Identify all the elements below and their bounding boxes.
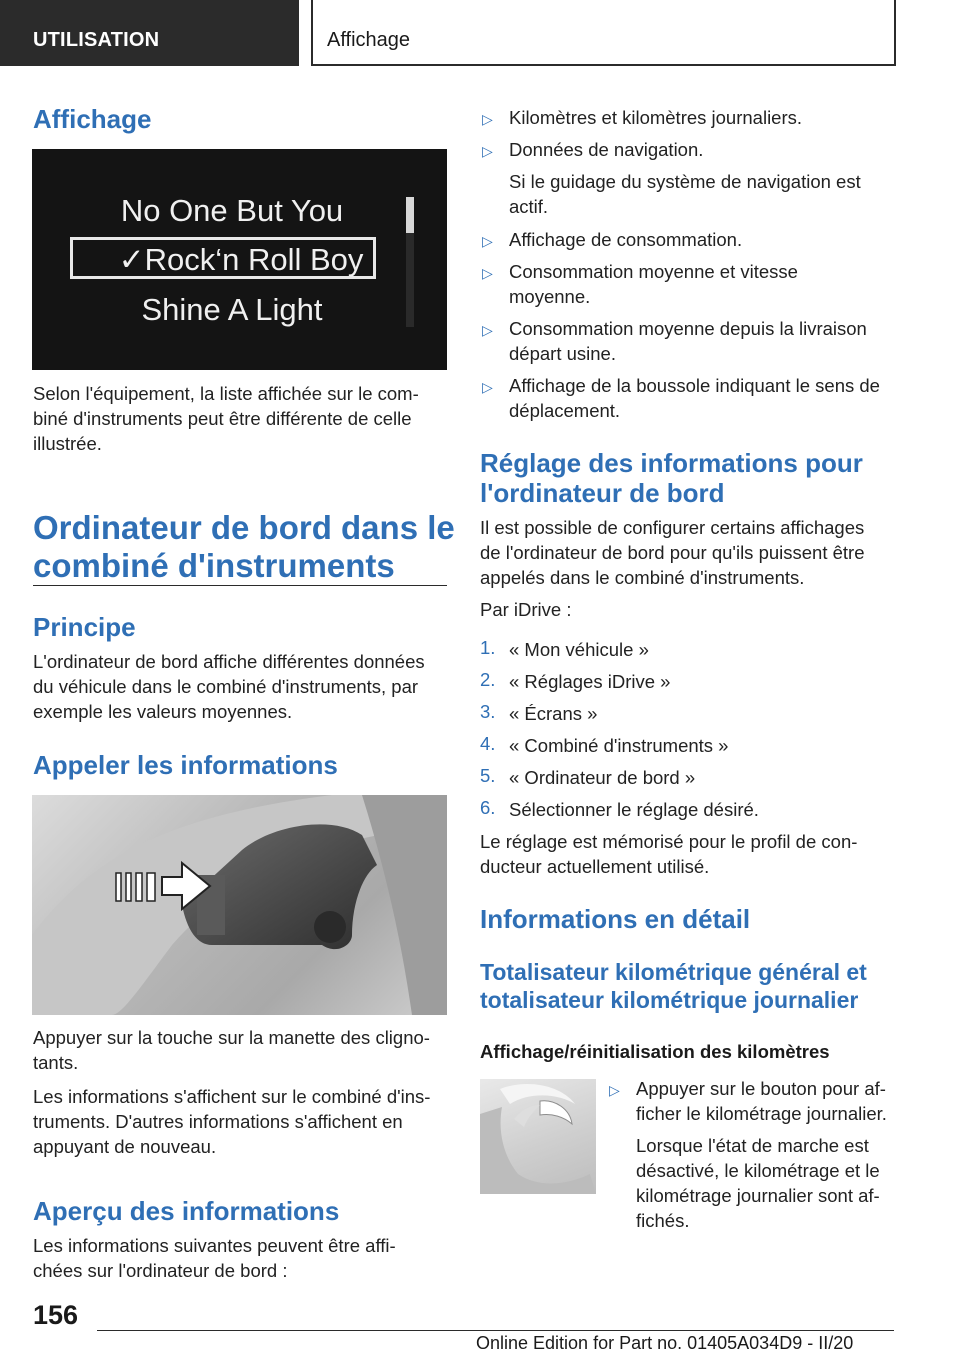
header-chapter-label: Affichage — [327, 29, 411, 51]
heading-ordinateur-de-bord: Ordinateur de bord dans le combiné d'instruments — [33, 509, 455, 584]
odometer-button-image — [480, 1079, 596, 1194]
heading-apercu: Aperçu des informations — [33, 1196, 340, 1226]
heading-rule — [33, 585, 447, 586]
bullet-item: Affichage de consommation. — [509, 229, 743, 250]
display-list-item: No One But You — [120, 193, 344, 228]
stalk-illustration — [32, 795, 447, 1015]
heading-reglage: Réglage des informations pour l'ordinateur de bord — [480, 448, 863, 508]
bullet-item: Kilomètres et kilomètres journaliers. — [509, 107, 803, 128]
heading-details: Informations en détail — [480, 904, 751, 934]
button-illustration — [480, 1079, 596, 1194]
step-text: Sélectionner le réglage désiré. — [509, 799, 759, 820]
para-reglage: Il est possible de configurer certains affichages de l'ordinateur de bord pour qu'ils puissent être appelés dans le combiné d'instruments. — [480, 517, 865, 588]
bullet-item: Données de navigation. — [509, 139, 704, 160]
bullet-item: Consommation moyenne et vitesse moyenne. — [509, 261, 798, 307]
triangle-bullet-icon: ▷ — [482, 143, 493, 159]
step-number: 3. — [480, 701, 496, 722]
heading-affichage-reinit: Affichage/réinitialisation des kilomètres — [480, 1041, 830, 1062]
step-number: 2. — [480, 669, 496, 690]
heading-affichage: Affichage — [33, 104, 152, 134]
triangle-bullet-icon: ▷ — [482, 111, 493, 127]
step-text: « Réglages iDrive » — [509, 671, 671, 692]
step-number: 5. — [480, 765, 496, 786]
footer-rule — [97, 1330, 894, 1331]
para-suivantes: Les informations suivantes peuvent être affi- chées sur l'ordinateur de bord : — [33, 1235, 396, 1281]
bullet-item: Appuyer sur le bouton pour af- ficher le kilométrage journalier. — [636, 1078, 887, 1124]
display-list-item-selected — [32, 235, 432, 285]
triangle-bullet-icon: ▷ — [482, 265, 493, 281]
triangle-bullet-icon: ▷ — [482, 233, 493, 249]
para-appuyer: Appuyer sur la touche sur la manette des cligno- tants. — [33, 1027, 430, 1073]
header-section-label: UTILISATION — [33, 29, 160, 51]
header-section-tab — [0, 0, 299, 66]
turn-signal-stalk-image — [32, 795, 447, 1015]
header-chapter-tab — [311, 0, 896, 66]
step-text: « Combiné d'instruments » — [509, 735, 729, 756]
check-icon: ✓ — [118, 242, 145, 277]
para-par-idrive: Par iDrive : — [480, 599, 572, 620]
step-number: 4. — [480, 733, 496, 754]
step-text: « Mon véhicule » — [509, 639, 649, 660]
heading-principe: Principe — [33, 612, 136, 642]
para-memorise: Le réglage est mémorisé pour le profil de con- ducteur actuellement utilisé. — [480, 831, 858, 877]
display-list-image — [32, 149, 447, 370]
heading-totalisateur: Totalisateur kilométrique général et totalisateur kilométrique journalier — [480, 959, 867, 1013]
triangle-bullet-icon: ▷ — [609, 1082, 620, 1098]
page-number: 156 — [33, 1300, 79, 1330]
bullet-item: Consommation moyenne depuis la livraison départ usine. — [509, 318, 867, 364]
para-les-infos: Les informations s'affichent sur le combiné d'ins- truments. D'autres informations s'affichent en appuyant de nouveau. — [33, 1086, 431, 1157]
triangle-bullet-icon: ▷ — [482, 322, 493, 338]
bullet-item: Affichage de la boussole indiquant le sens de déplacement. — [509, 375, 880, 421]
bullet-sub-text: Si le guidage du système de navigation est actif. — [509, 171, 861, 217]
footer-edition: Online Edition for Part no. 01405A034D9 - II/20 — [476, 1333, 854, 1353]
triangle-bullet-icon: ▷ — [482, 379, 493, 395]
step-text: « Ordinateur de bord » — [509, 767, 696, 788]
step-number: 6. — [480, 797, 496, 818]
step-text: « Écrans » — [509, 703, 598, 724]
para-equipment: Selon l'équipement, la liste affichée sur le com- biné d'instruments peut être différente de celle illustrée. — [33, 383, 419, 454]
step-number: 1. — [480, 637, 496, 658]
display-list-item: Shine A Light — [141, 292, 323, 327]
heading-appeler: Appeler les informations — [33, 750, 338, 780]
bullet-sub-text: Lorsque l'état de marche est désactivé, le kilométrage et le kilométrage journalier sont af- fichés. — [636, 1135, 880, 1231]
display-scrollbar-thumb — [406, 197, 414, 233]
para-principe: L'ordinateur de bord affiche différentes données du véhicule dans le combiné d'instruments, par exemple les valeurs moyennes. — [33, 651, 425, 722]
display-list-item-selected-label: Rock‘n Roll Boy — [144, 242, 364, 277]
